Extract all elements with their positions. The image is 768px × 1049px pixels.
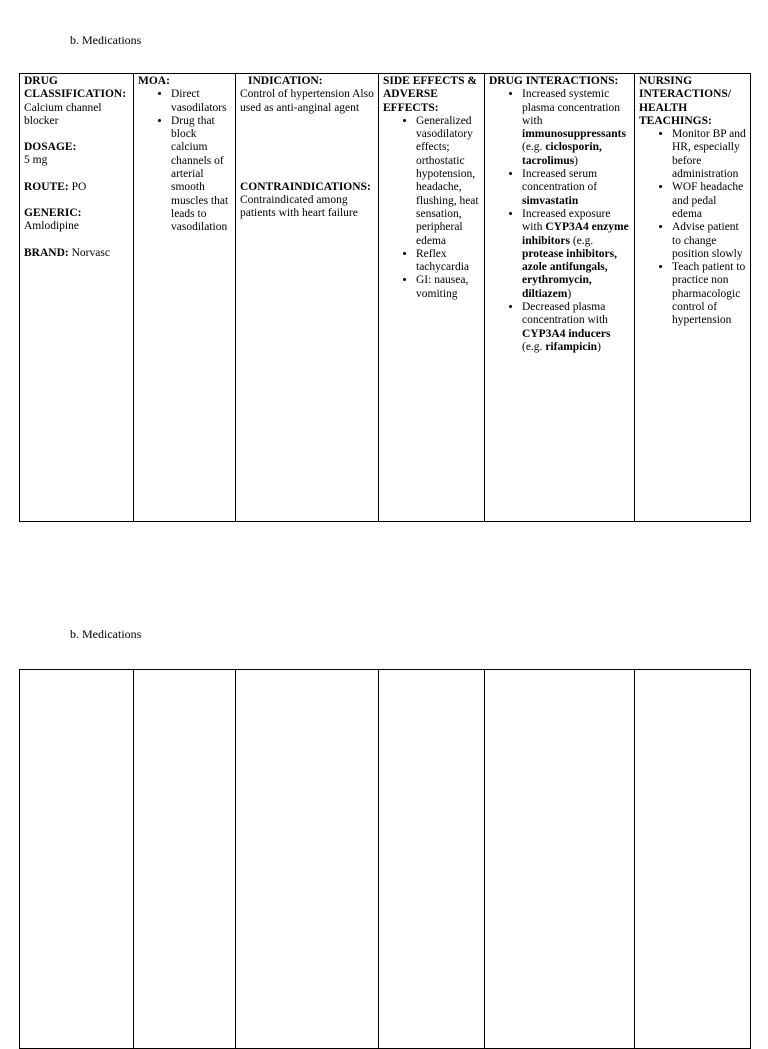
section-title: b. Medications [70, 33, 142, 47]
drug-info-cell [20, 74, 134, 522]
empty-cell [635, 670, 751, 1049]
classification-label: DRUG CLASSIFICATION: [24, 75, 127, 101]
empty-cell [134, 670, 236, 1049]
empty-cell [485, 670, 635, 1049]
list-item: • Teach patient to practice non pharmacologic control of hypertension [672, 261, 747, 327]
empty-cell [236, 670, 379, 1049]
list-item: • WOF headache and pedal edema [672, 181, 747, 221]
list-item: • Increased systemic plasma concentration with immunosuppressants (e.g. ciclosporin, tacrolimus) [522, 88, 631, 168]
side-effects-list [383, 115, 481, 301]
drug-interactions-list [489, 88, 631, 354]
indication-text: Control of hypertension Also used as anti-anginal agent [240, 88, 374, 114]
list-item: • Decreased plasma concentration with CYP3A4 inducers (e.g. rifampicin) [522, 301, 631, 354]
side-effects-header: SIDE EFFECTS & ADVERSE EFFECTS: [383, 75, 477, 114]
nursing-list [639, 128, 747, 327]
route-value: PO [71, 180, 87, 193]
generic-label: GENERIC: [24, 207, 82, 220]
empty-cell [20, 670, 134, 1049]
moa-header: MOA: [138, 75, 170, 87]
list-item: • Direct vasodilators [171, 88, 232, 115]
contraindications-text: Contraindicated among patients with heart failure [240, 194, 358, 220]
list-item: • Drug that block calcium channels of arterial smooth muscles that leads to vasodilation [171, 115, 232, 235]
list-item: • Increased exposure with CYP3A4 enzyme inhibitors (e.g. protease inhibitors, azole antifungals, erythromycin, diltiazem) [522, 208, 631, 301]
list-item: • Monitor BP and HR, especially before administration [672, 128, 747, 181]
nursing-header: NURSING INTERACTIONS/ HEALTH TEACHINGS: [639, 75, 732, 127]
dosage-value: 5 mg [24, 154, 48, 167]
list-item: • Reflex tachycardia [416, 248, 481, 275]
nursing-cell [635, 74, 751, 522]
list-item: • Advise patient to change position slowly [672, 221, 747, 261]
moa-cell [134, 74, 236, 522]
indication-header: INDICATION: [248, 75, 323, 87]
moa-list [138, 88, 232, 234]
side-effects-cell [379, 74, 485, 522]
medication-table-empty [19, 669, 751, 1049]
list-item: • Generalized vasodilatory effects; orthostatic hypotension, headache, flushing, heat sensation, peripheral edema [416, 115, 481, 248]
empty-cell [379, 670, 485, 1049]
brand-value: Norvasc [71, 246, 110, 259]
list-item: • GI: nausea, vomiting [416, 274, 481, 301]
section-title: b. Medications [70, 627, 142, 641]
table-row [20, 670, 751, 1049]
drug-interactions-header: DRUG INTERACTIONS: [489, 75, 619, 87]
drug-interactions-cell [485, 74, 635, 522]
brand-label: BRAND: [24, 246, 69, 259]
list-item: • Increased serum concentration of simvastatin [522, 168, 631, 208]
table-row [20, 74, 751, 522]
generic-value: Amlodipine [24, 220, 79, 233]
classification-value: Calcium channel blocker [24, 101, 102, 127]
indication-cell [236, 74, 379, 522]
contraindications-header: CONTRAINDICATIONS: [240, 180, 371, 193]
medication-table [19, 73, 751, 522]
route-label: ROUTE: [24, 180, 69, 193]
dosage-label: DOSAGE: [24, 141, 77, 154]
